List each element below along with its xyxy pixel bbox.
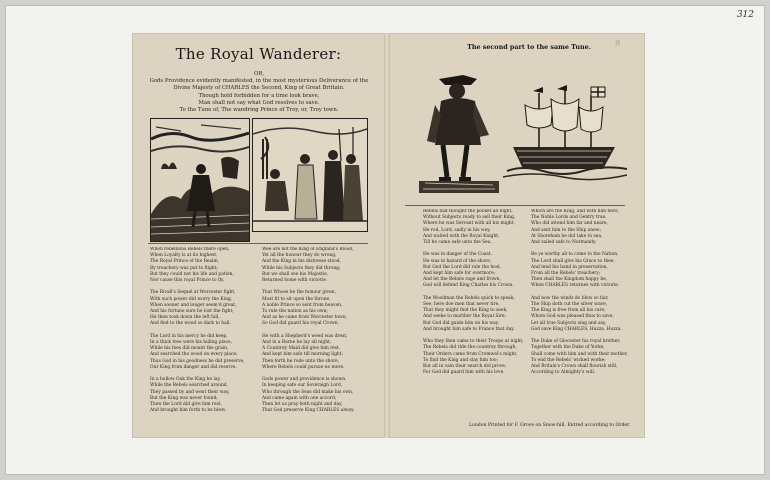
printer-imprint: London Printed for F. Grove on Snow-hill. Entred according to Order. [469, 423, 631, 428]
ballad-title: The Royal Wanderer: [175, 45, 342, 63]
verse-column-3: Rebels had thought the pocket all night, Without Subjects ready to sell their King, Where he was Servant with all his might, He rod, Lord, sadly in his way, And waited with the Royal Knight, Till he came safe unto the Sea. He was in danger of the Coast, He was in hazard of the shore, But God the Lord did rule the host, And kept him safe for evermore; And let the Rebels rage and frown, God will defend King Charles his Crown. The Woodman the Rebels quick to speak, See, here doe men that never tire, That they might find the King to seek, And seeke to murther the Royal Sire; But God did guide him on his way, And brought him safe to France that day. Who they then came to their Troops at night, The Rebels did ride the countrey through, Their Orders came from Cromwel's might, To find the King and slay him too; But all in vain their search did prove, For God did guard him with his love. [423, 209, 524, 376]
subtitle-line: To the Tune of, The wandring Prince of Troy, or, Troy town. [179, 107, 339, 114]
subtitle-line: OR, [253, 71, 264, 77]
broadside-part-two [389, 33, 645, 438]
subtitle-line: Man shall not say what God resolves to save. [198, 99, 320, 106]
subtitle-line: Gods Providence evidently manifested, in the most mysterious Deliverance of the [149, 78, 369, 85]
woodcut-standing-man [419, 65, 499, 193]
divider-rule [148, 243, 368, 244]
verse-column-1: When rebellious Rebels there open, When Loyalty is at its highest, The Royal Prince of the Realm, By treachery was put to flight; But they could not his life and patien, Nor cause this royal Prince to fly. The Rivall's Sequel at Worcester fight, With such power did worry the King, When sooner and longer seem'd great, And his fortune sure he lost the fight; He then took down the left fall, And fled to the wood so dark to hall. The Lord in his mercy he did keep, In a thick tree were his hiding place, While his foes did mount the grain, And searched the wood on every place; Thus God in his goodness he did preserve, Our King from danger and did reserve. In a hollow Oak the King he lay, While the Rebels searched around, They passed by and went their way, But the King was never found; Then the Lord did give him rest, And brought him forth to be blest. [150, 247, 245, 414]
subtitle-line: Divine Majesty of CHARLES the Second, King of Great Brittain. [173, 85, 345, 92]
verse-column-2: Wee are not the King of England's Blood, Yet all the honour they do wrong, And the King in his distresse stood, While his Subjects they did throng; But we shall see his Majestie, Returned home with victorie. That Whose be the honour given, Most fit to sit upon the throne, A noble Prince so sent from heaven, To rule the nation as his own; And as he came from Worcester town, So God did guard his royal Crown. He with a Shepherd's weed was drest, And in a Barne he lay all night, A Countrey Maid did give him rest, And kept him safe till morning light; Then forth he rode unto the shore, Where Rebels could pursue no more. Gods power and providence is shown, In keeping safe our Soveraign Lord, Who through the Seas did make his own, And came again with one accord; Then let us pray both night and day, That God preserve King CHARLES alway. [262, 247, 355, 414]
broadside-part-one [132, 33, 385, 438]
woodcut-king-in-landscape [150, 118, 250, 242]
divider-rule [405, 205, 625, 206]
folio-number: 312 [736, 10, 754, 20]
ink-mark: 9 [615, 39, 621, 48]
woodcut-court-scene [252, 118, 368, 232]
woodcut-ship [503, 85, 627, 181]
ballad-subtitle [148, 71, 370, 114]
part-two-title: The second part to the same Tune. [467, 43, 591, 51]
verse-column-4: Which are the King, and with him here, The Noble Lords and Gentry true, Who did attend him far and neare, And sent him to the Ship anew; At Shoreham he did take to sea, And sailed safe to Normandy. Be ye worthy all to come to the Nation, The Lord shall give his Grace to thee, And lend his hand in preservation, From all the Rebels' treachery; Then shall the Kingdom happy be, When CHARLES returnes with victorie. And now the winds do blow so fair, The Ship doth cut the silver wave, The King is free from all his care, Whom God was pleased thus to save; Let all true Subjects sing and say, God save King CHARLES, Huzza, Huzza. The Duke of Glocester his royal brother, Together with the Duke of Yorke, Shall come with him and with their mother, To end the Rebels' wicked worke; And Britain's Crown shall flourish still, According to Almighty's will. [531, 209, 628, 376]
subtitle-line: Though hold forbidden for a time look brave, [198, 92, 320, 99]
